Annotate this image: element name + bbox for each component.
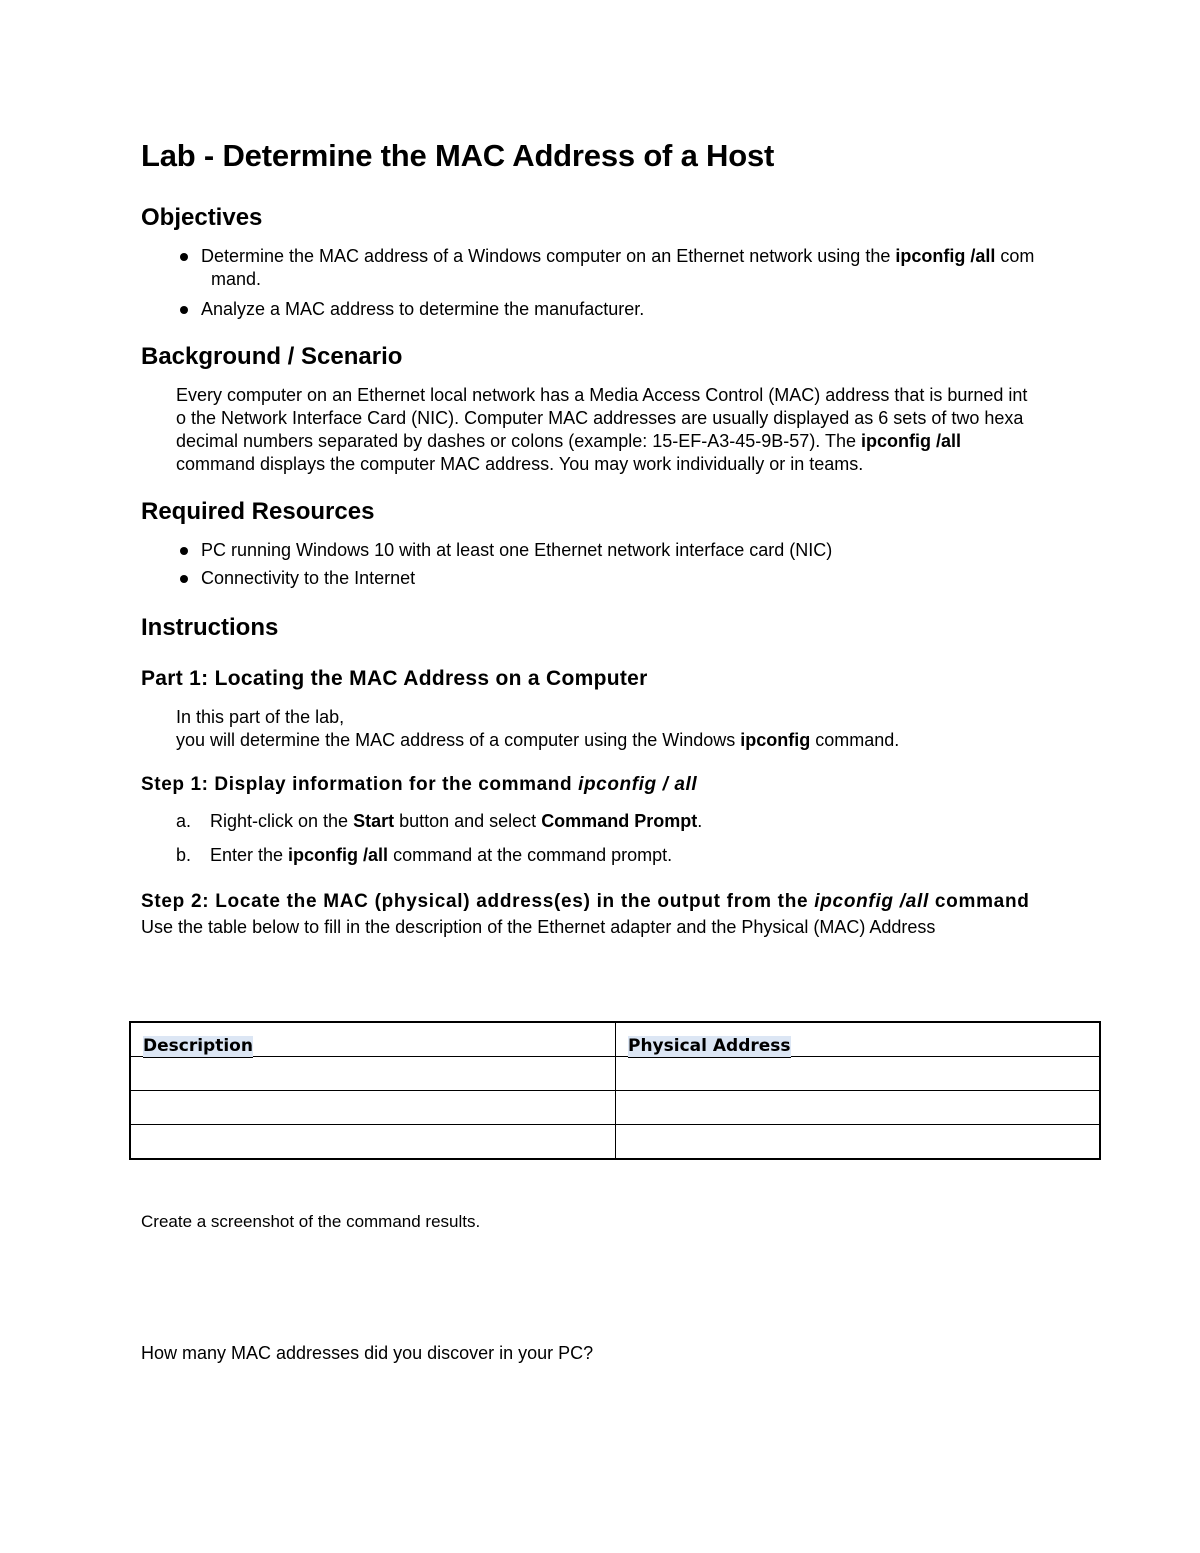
- bullet-icon: [180, 575, 188, 583]
- step1-b-pre: Enter the: [210, 845, 289, 865]
- part1-intro-command: ipconfig: [740, 730, 811, 750]
- table-header-row: [130, 1022, 1100, 1057]
- step1-a-pre: Right-click on the: [210, 811, 354, 831]
- part1-intro-line-1: In this part of the lab,: [176, 707, 345, 727]
- table-header-physical-address: [616, 1022, 1101, 1057]
- step2-heading-command: ipconfig /all: [814, 891, 929, 912]
- step1-a-letter: a.: [176, 811, 192, 831]
- step1-a-mid: button and select: [394, 811, 542, 831]
- bullet-icon: [180, 253, 188, 261]
- table-header-physical-address-label: Physical Address: [628, 1036, 791, 1056]
- bullet-icon: [180, 306, 188, 314]
- screenshot-note: Create a screenshot of the command results.: [141, 1212, 481, 1231]
- step1-b-letter: b.: [176, 845, 192, 865]
- step1-a-text: [210, 810, 702, 833]
- step1-heading-command: ipconfig / all: [578, 774, 698, 795]
- background-line-2: o the Network Interface Card (NIC). Computer MAC addresses are usually displayed as 6 sets of two hexa: [176, 408, 1024, 428]
- part1-intro-line-2: [176, 729, 899, 752]
- step1-a-command-prompt: Command Prompt: [541, 811, 698, 831]
- table-cell-description[interactable]: [130, 1091, 616, 1125]
- table-cell-physical-address[interactable]: [616, 1057, 1101, 1091]
- table-cell-description[interactable]: [130, 1057, 616, 1091]
- table-row: [130, 1057, 1100, 1091]
- table-row: [130, 1125, 1100, 1160]
- bullet-icon: [180, 547, 188, 555]
- objective-item-2: Analyze a MAC address to determine the manufacturer.: [201, 299, 645, 319]
- table-cell-physical-address[interactable]: [616, 1125, 1101, 1160]
- background-line-3-command: ipconfig /all: [861, 431, 962, 451]
- resource-item-2: Connectivity to the Internet: [201, 568, 416, 588]
- resource-item-1: PC running Windows 10 with at least one Ethernet network interface card (NIC): [201, 540, 833, 560]
- table-header-description-label: Description: [143, 1036, 253, 1056]
- step1-a-post: .: [697, 811, 703, 831]
- objective-item-1-command: ipconfig /all: [895, 246, 996, 266]
- step1-b-command: ipconfig /all: [288, 845, 389, 865]
- table-header-description: [130, 1022, 616, 1057]
- step1-heading: [141, 774, 697, 796]
- part1-intro-tail: command.: [810, 730, 900, 750]
- background-line-3: [176, 430, 961, 453]
- step1-heading-text: Step 1: Display information for the command: [141, 774, 579, 795]
- background-line-1: Every computer on an Ethernet local network has a Media Access Control (MAC) address that is burned int: [176, 385, 1028, 405]
- table-cell-description[interactable]: [130, 1125, 616, 1160]
- part1-intro-text: you will determine the MAC address of a computer using the Windows: [176, 730, 741, 750]
- step2-heading-text: Step 2: Locate the MAC (physical) address(es) in the output from the: [141, 891, 815, 912]
- step2-heading: [141, 891, 1030, 913]
- step1-b-post: command at the command prompt.: [388, 845, 673, 865]
- instructions-heading: Instructions: [141, 614, 279, 641]
- table-row: [130, 1091, 1100, 1125]
- table-cell-physical-address[interactable]: [616, 1091, 1101, 1125]
- background-line-4: command displays the computer MAC address. You may work individually or in teams.: [176, 454, 864, 474]
- mac-address-table: [129, 1021, 1101, 1160]
- step1-a-start: Start: [353, 811, 395, 831]
- step1-b-text: [210, 844, 672, 867]
- objectives-heading: Objectives: [141, 204, 263, 231]
- background-line-3-text: decimal numbers separated by dashes or colons (example: 15-EF-A3-45-9B-57). The: [176, 431, 862, 451]
- resources-heading: Required Resources: [141, 498, 375, 525]
- background-heading: Background / Scenario: [141, 343, 403, 370]
- question-mac-count: How many MAC addresses did you discover in your PC?: [141, 1343, 594, 1363]
- objective-item-1: [201, 245, 1034, 268]
- objective-item-1-text: Determine the MAC address of a Windows computer on an Ethernet network using the: [201, 246, 896, 266]
- part1-heading: Part 1: Locating the MAC Address on a Computer: [141, 667, 648, 690]
- objective-item-1-tail: com: [995, 246, 1035, 266]
- page-title: Lab - Determine the MAC Address of a Host: [141, 138, 775, 173]
- step2-description: Use the table below to fill in the description of the Ethernet adapter and the Physical (MAC) Address: [141, 917, 936, 937]
- step2-heading-tail: command: [928, 891, 1030, 912]
- objective-item-1-continued: mand.: [211, 269, 262, 289]
